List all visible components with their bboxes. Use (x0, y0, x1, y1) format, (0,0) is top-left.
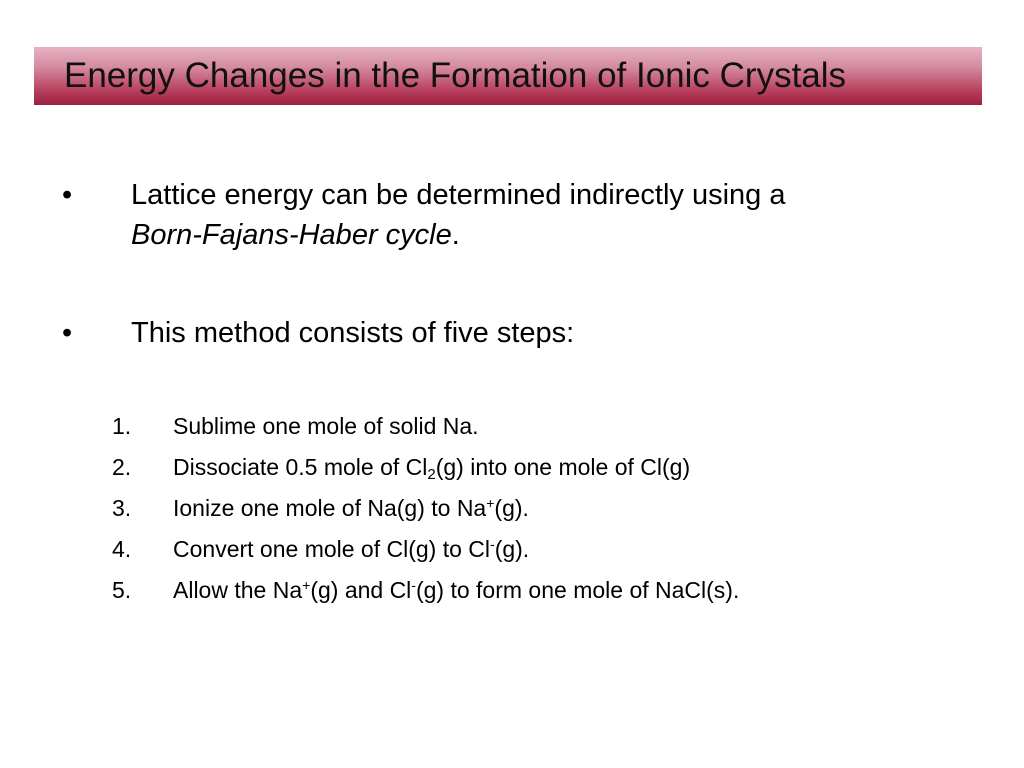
step-number: 3. (112, 495, 132, 521)
step-text-part: Ionize one mole of Na(g) to Na (173, 495, 487, 521)
bullet-marker: • (62, 317, 73, 349)
superscript: + (486, 495, 495, 511)
step-text-part: (g). (494, 536, 530, 562)
step-text (173, 575, 739, 605)
bullet-text (131, 175, 951, 255)
step-number: 5. (112, 577, 132, 603)
subscript: 2 (427, 466, 436, 483)
step-text (173, 452, 690, 482)
step-text-part: (g) and Cl (310, 577, 412, 603)
bullet-line-1: Lattice energy can be determined indirectly using a (131, 179, 786, 211)
slide-title: Energy Changes in the Formation of Ionic Crystals (64, 56, 847, 95)
step-text (173, 534, 529, 564)
step-number: 2. (112, 454, 132, 480)
step-text-part: Dissociate 0.5 mole of Cl (173, 454, 428, 480)
superscript: - (411, 577, 416, 593)
bullet-line-2-suffix: . (451, 219, 460, 251)
step-text-part: (g) to form one mole of NaCl(s). (415, 577, 740, 603)
step-number: 4. (112, 536, 132, 562)
step-text-part: Convert one mole of Cl(g) to Cl (173, 536, 491, 562)
superscript: - (490, 536, 495, 552)
title-bar (34, 47, 982, 105)
step-number: 1. (112, 413, 132, 439)
step-text (173, 493, 529, 523)
step-text-part: Allow the Na (173, 577, 303, 603)
cycle-name: Born-Fajans-Haber cycle (131, 219, 452, 251)
bullet-text: This method consists of five steps: (131, 317, 575, 349)
superscript: + (302, 577, 311, 593)
step-text: Sublime one mole of solid Na. (173, 413, 479, 439)
step-text-part: (g) into one mole of Cl(g) (435, 454, 691, 480)
step-text-part: (g). (494, 495, 529, 521)
bullet-marker: • (62, 179, 73, 211)
